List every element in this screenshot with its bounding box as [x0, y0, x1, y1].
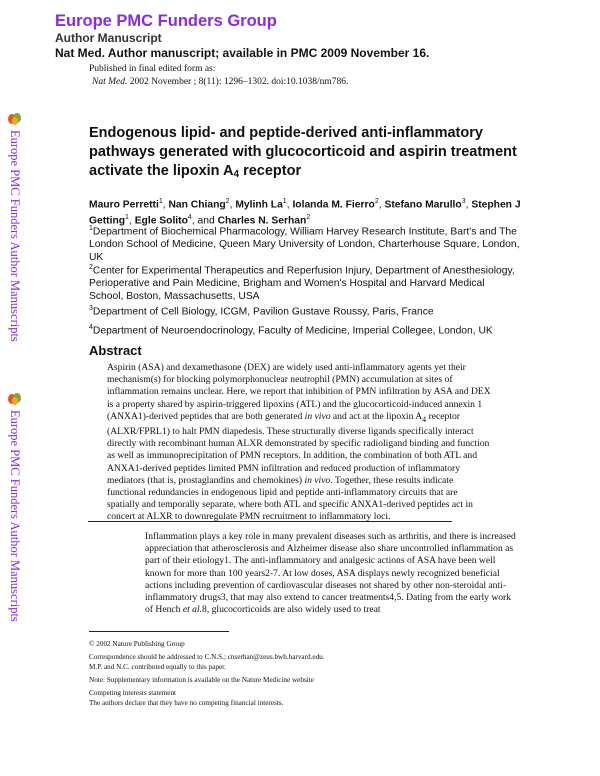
introduction-paragraph: Inflammation plays a key role in many prevalent diseases such as arthritis, and there is increased appreciation that atherosclerosis and Alzheimer disease also share uncontrolled inflammation as part of their etiology1. The anti-inflammatory and analgesic actions of ASA have been well known for more than 100 years2-7. At low doses, ASA displays newly recognized beneficial actions including prevention of cardiovascular diseases not shared by other non-steroidal anti-inflammatory drugs3, that may also extend to cancer treatments4,5. Dating from the early work of Hench et al.8, glucocorticoids are also widely used to treat — [145, 531, 516, 616]
sidebar-watermark-top — [0, 112, 30, 347]
sidebar-text-top: Europe PMC Funders Author Manuscripts — [8, 130, 22, 342]
abstract-heading: Abstract — [89, 343, 142, 358]
author-name: Iolanda M. Fierro — [292, 199, 375, 211]
abstract-body: Aspirin (ASA) and dexamethasone (DEX) are widely used anti-inflammatory agents yet their mechanism(s) for blocking polymorphonuclear neutrophil (PMN) accumulation at sites of inflammation remains unclear. Here, we report that inhibition of PMN infiltration by ASA and DEX is a property shared by aspirin-triggered lipoxins (ATL) and the glucocorticoid-induced annexin 1 (ANXA1)-derived peptides that are both generated in vivo and act at the lipoxin $A_4$ receptor (ALXR/FPRL1) to halt PMN diapedesis. These structurally diverse ligands specifically interact directly with recombinant human ALXR demonstrated by specific radioligand binding and function as well as immunoprecipitation of PMN receptors. In addition, the combination of both ATL and ANXA1-derived peptides limited PMN infiltration and reduced production of inflammatory mediators (that is, prostaglandins and chemokines) in vivo. Together, these results indicate functional redundancies in endogenous lipid and peptide anti-inflammatory circuits that are spatially and temporally separate, where both ATL and specific ANXA1-derived peptides act in concert at ALXR to downregulate PMN recruitment to inflammatory loci. — [107, 362, 491, 523]
sidebar-text-bottom: Europe PMC Funders Author Manuscripts — [8, 410, 22, 622]
sidebar-watermark-bottom — [0, 392, 30, 627]
affiliation-1: $^1$Department of Biochemical Pharmacology, William Harvey Research Institute, Bart's and The London School of Medicine, Queen Mary University of London, Charterhouse Square, London, UK — [89, 225, 520, 264]
copyright-note: © 2002 Nature Publishing Group — [89, 640, 185, 648]
competing-interests-text: The authors declare that they have no competing financial interests. — [89, 699, 284, 707]
supplementary-note: Note: Supplementary information is available on the Nature Medicine website — [89, 676, 314, 684]
author-name: Mylinh La — [235, 199, 283, 211]
author-name: Stephen J Getting — [89, 199, 521, 227]
citation-journal: Nat Med. — [92, 77, 128, 87]
author-manuscript-label: Author Manuscript — [55, 31, 162, 45]
author-list: Mauro Perretti$^1$, Nan Chiang$^2$, Mylinh La$^1$, Iolanda M. Fierro$^2$, Stefano Marullo$^3$, Stephen J Getting$^1$, Egle Solito$^4$, and Charles N. Serhan$^2$ — [89, 198, 521, 227]
affiliation-2: $^2$Center for Experimental Therapeutics and Reperfusion Injury, Department of Anesthesiology, Perioperative and Pain Medicine, Brigham and Women's Hospital and Harvard Medical School, Boston, Massachusetts, USA — [89, 264, 515, 303]
citation-details: 2002 November ; 8(11): 1296–1302. doi:10.1038/nm786. — [129, 77, 349, 87]
section-divider — [88, 521, 452, 522]
author-name: Stefano Marullo — [384, 199, 462, 211]
article-title: Endogenous lipid- and peptide-derived anti-inflammatory pathways generated with glucocorticoid and aspirin treatment activate the lipoxin $A_4$ receptor — [89, 125, 517, 180]
europe-pmc-logo-icon — [7, 112, 23, 126]
journal-availability-line: Nat Med. Author manuscript; available in PMC 2009 November 16. — [55, 46, 430, 60]
author-name: Mauro Perretti — [89, 199, 159, 211]
competing-interests-heading: Competing interests statement — [89, 689, 177, 697]
europe-pmc-logo-icon — [7, 392, 23, 406]
published-label: Published in final edited form as: — [89, 64, 216, 74]
footnote-divider — [89, 631, 229, 632]
correspondence-note: Correspondence should be addressed to C.N.S.; cnserhan@zeus.bwh.harvard.edu. — [89, 653, 325, 661]
citation — [92, 77, 348, 87]
author-name: Egle Solito — [134, 215, 188, 227]
equal-contribution-note: M.P. and N.C. contributed equally to this paper. — [89, 663, 226, 671]
affiliation-4: $^4$Department of Neuroendocrinology, Faculty of Medicine, Imperial Collegee, London, UK — [89, 324, 493, 337]
funders-group-header: Europe PMC Funders Group — [55, 12, 277, 30]
author-name: Charles N. Serhan — [217, 215, 307, 227]
author-name: Nan Chiang — [168, 199, 226, 211]
affiliation-3: $^3$Department of Cell Biology, ICGM, Pavilion Gustave Roussy, Paris, France — [89, 305, 434, 318]
